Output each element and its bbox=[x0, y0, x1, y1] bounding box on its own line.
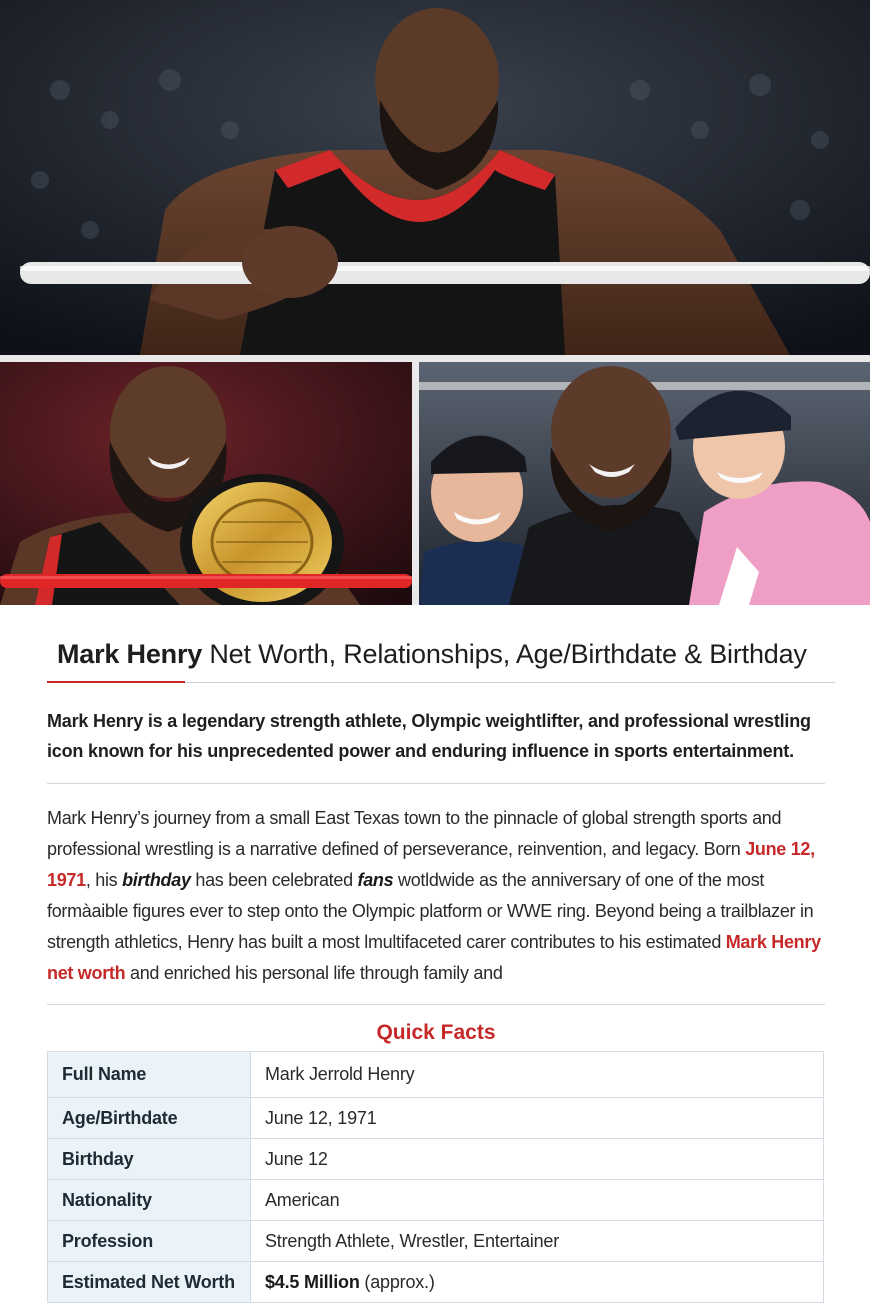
table-row bbox=[48, 1221, 824, 1262]
table-row bbox=[48, 1098, 824, 1139]
fact-label: Birthday bbox=[48, 1139, 251, 1180]
table-row bbox=[48, 1262, 824, 1303]
body-text-part: Mark Henry’s journey from a small East Texas town to the pinnacle of global strength sports and professional wrestling is a narrative defined of perseverance, reinvention, and legacy. Born bbox=[47, 808, 782, 859]
hero-photo-ring bbox=[0, 0, 870, 355]
body-text-part: has been celebrated bbox=[190, 870, 358, 890]
birthdate-highlight: June 12, 1971 bbox=[47, 839, 815, 890]
lead-divider bbox=[47, 783, 825, 784]
photo-with-fans bbox=[419, 362, 870, 605]
photo-championship-belt bbox=[0, 362, 412, 605]
collage-divider-vertical bbox=[412, 362, 419, 605]
fact-value: Strength Athlete, Wrestler, Entertainer bbox=[251, 1221, 824, 1262]
body-text-part: wotldwide as the anniversary of one of the most formàaible figures ever to step onto the Olympic platform or WWE ring. Beyond being a trailblazer in strength athletics, Henry has built a most lmultifaceted carer contributes to his estimated bbox=[47, 870, 814, 952]
collage-divider-horizontal bbox=[0, 355, 870, 362]
article-body bbox=[47, 803, 837, 989]
title-rest: Net Worth, Relationships, Age/Birthdate & Birthday bbox=[202, 639, 807, 669]
table-row bbox=[48, 1139, 824, 1180]
fact-label: Profession bbox=[48, 1221, 251, 1262]
lead-summary: Mark Henry is a legendary strength athlete, Olympic weightlifter, and professional wrestling icon known for his unprecedented power and enduring influence in sports entertainment. bbox=[47, 711, 811, 761]
fact-label: Full Name bbox=[48, 1052, 251, 1098]
fact-label: Age/Birthdate bbox=[48, 1098, 251, 1139]
fact-value: American bbox=[251, 1180, 824, 1221]
body-text-part: , his bbox=[85, 870, 123, 890]
page-title bbox=[57, 636, 857, 672]
table-row bbox=[48, 1180, 824, 1221]
fact-value: June 12 bbox=[251, 1139, 824, 1180]
quick-facts-heading: Quick Facts bbox=[376, 1021, 496, 1044]
fact-value: June 12, 1971 bbox=[251, 1098, 824, 1139]
body-text-part: and enriched his personal life through family and bbox=[125, 963, 503, 983]
title-accent-bar bbox=[47, 681, 185, 683]
fact-value bbox=[251, 1262, 824, 1303]
net-worth-qualifier: (approx.) bbox=[359, 1271, 435, 1292]
net-worth-amount: $4.5 Million bbox=[265, 1271, 360, 1292]
fact-label: Nationality bbox=[48, 1180, 251, 1221]
net-worth-link[interactable]: Mark Henry net worth bbox=[47, 932, 821, 983]
birthday-emphasis: birthday bbox=[122, 870, 191, 890]
quick-facts-table bbox=[47, 1051, 824, 1303]
table-row bbox=[48, 1052, 824, 1098]
fact-value: Mark Jerrold Henry bbox=[251, 1052, 824, 1098]
fact-label: Estimated Net Worth bbox=[48, 1262, 251, 1303]
title-name: Mark Henry bbox=[57, 639, 203, 669]
fans-emphasis: fans bbox=[357, 870, 394, 890]
body-divider bbox=[47, 1004, 825, 1005]
